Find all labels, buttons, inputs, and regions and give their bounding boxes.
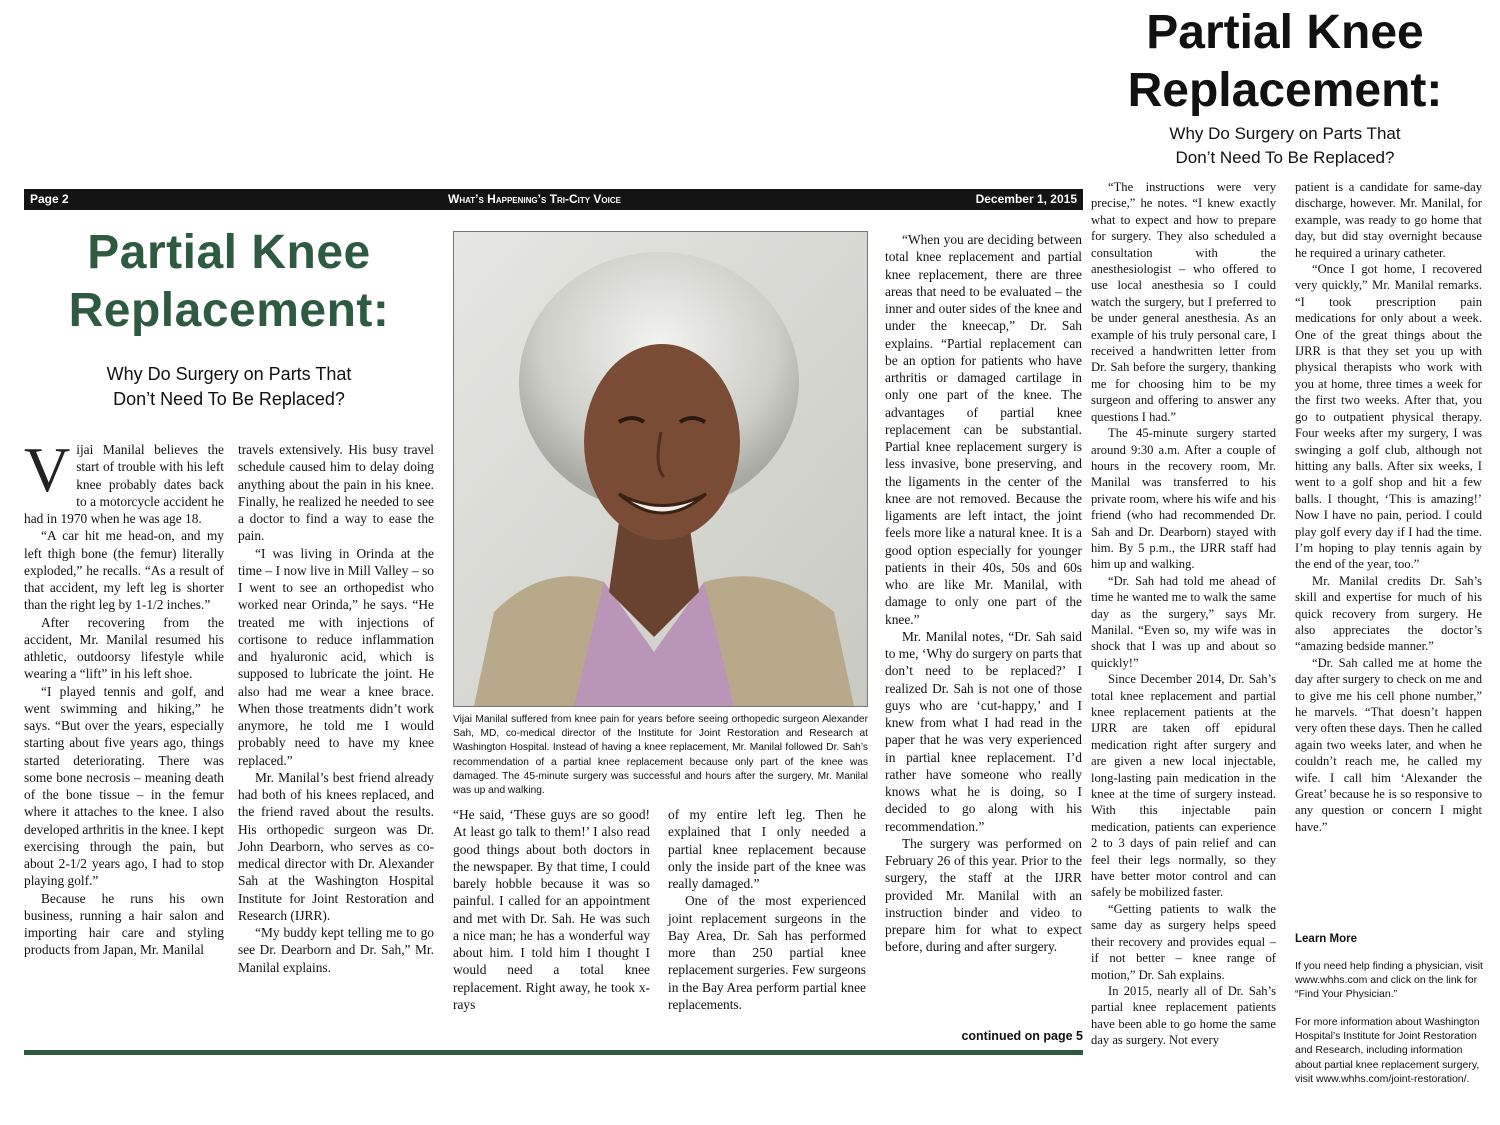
- article-column-2: [238, 441, 434, 976]
- headline: [24, 224, 434, 340]
- article-paragraph: Mr. Manilal’s best friend already had both of his knees replaced, and the friend raved about the results. His orthopedic surgeon was Dr. John Dearborn, who serves as co-medical director with Dr. Alexander Sah at the Washington Hospital Institute for Joint Restoration and Research (IJRR).: [238, 769, 434, 923]
- subhead-line2: Don’t Need To Be Replaced?: [113, 389, 345, 409]
- article-paragraph: Mr. Manilal credits Dr. Sah’s skill and expertise for much of his quick recovery from surgery. He also appreciates the doctor’s “amazing bedside manner.”: [1295, 573, 1482, 654]
- article-paragraph: The 45-minute surgery started around 9:30 a.m. After a couple of hours in the recovery room, Mr. Manilal was transferred to his private room, where his wife and his friend (who had recommended Dr. Sah and Dr. Dearborn) stayed with him. By 5 p.m., the IJRR staff had him up and walking.: [1091, 426, 1276, 572]
- article-column-7: [1295, 179, 1482, 835]
- learn-more-box: [1295, 933, 1485, 1086]
- article-paragraph: Because he runs his own business, running a hair salon and importing hair care and styling products from Japan, Mr. Manilal: [24, 890, 224, 958]
- article-paragraph: “The instructions were very precise,” he notes. “I knew exactly what to expect and how to prepare for surgery. They also scheduled a consultation with the anesthesiologist – who offered to use local anesthesia so I could watch the surgery, but I preferred to be under general anesthesia. As an example of his truly personal care, I received a handwritten letter from Dr. Sah before the surgery, thanking me for choosing him to be my surgeon and offering to answer any questions I had.”: [1091, 180, 1276, 424]
- learn-more-physician-text: If you need help finding a physician, visit www.whhs.com and click on the link for “Find Your Physician.”: [1295, 960, 1483, 1001]
- headline-line1: Partial Knee: [87, 226, 371, 279]
- subhead-right: [1100, 122, 1470, 170]
- portrait-illustration: [454, 232, 867, 706]
- article-paragraph: “Dr. Sah called me at home the day after surgery to check on me and to give me his cell phone number,” he marvels. “That doesn’t happen very often these days. Then he called again two weeks later, and when he couldn’t reach me, he called my wife. I call him ‘Alexander the Great’ because he is so responsive to any question or concern I might have.”: [1295, 655, 1482, 834]
- article-column-6: [1091, 179, 1276, 1049]
- article-paragraph: After recovering from the accident, Mr. Manilal resumed his athletic, outdoorsy lifestyle while wearing a “lift” in his left shoe.: [24, 614, 224, 682]
- page-number: Page 2: [30, 192, 69, 206]
- subhead-line1: Why Do Surgery on Parts That: [106, 364, 352, 384]
- subhead-right-line1: Why Do Surgery on Parts That: [1169, 124, 1401, 143]
- issue-date: December 1, 2015: [975, 192, 1077, 206]
- article-paragraph: “A car hit me head-on, and my left thigh bone (the femur) literally exploded,” he recalls. “As a result of that accident, my left leg is shorter than the right leg by 1-1/2 inches.”: [24, 528, 224, 613]
- headline-right-line2: Replacement:: [1127, 64, 1443, 117]
- headline-right-line1: Partial Knee: [1146, 6, 1424, 59]
- article-paragraph: “When you are deciding between total knee replacement and partial knee replacement, there are three areas that need to be evaluated – the inner and outer sides of the knee and under the kneecap,” Dr. Sah explains. “Partial replacement can be an option for patients who have arthritis or damaged cartilage in only one part of the knee. The advantages of partial knee replacement can be substantial. Partial knee replacement surgery is less invasive, bone preserving, and the ligaments in the center of the knee are not removed. Because the ligaments are left intact, the joint feels more like a natural knee. It is a good option especially for younger patients in their 40s, 50s and 60s who are like Mr. Manilal, with damage to only one part of the knee.”: [885, 232, 1082, 627]
- article-paragraph: “I was living in Orinda at the time – I now live in Mill Valley – so I went to see an orthopedist who worked near Orinda,” he says. “He treated me with injections of cortisone to reduce inflammation and hyaluronic acid, which is supposed to lubricate the joint. He also had me wear a knee brace. When those treatments didn’t work anymore, he told me I would probably need to have my knee replaced.”: [238, 545, 434, 768]
- article-column-4: [668, 806, 866, 1013]
- article-paragraph: Mr. Manilal notes, “Dr. Sah said to me, ‘Why do surgery on parts that don’t need to be replaced?’ I realized Dr. Sah is not one of those guys who are ‘cut-happy,’ and I knew from what I had read in the paper that he was very experienced in partial knee replacement. I’d rather have someone who really knows what he is doing, so I decided to go along with his recommendation.”: [885, 628, 1082, 834]
- article-paragraph: of my entire left leg. Then he explained that I only needed a partial knee replacement because only the inside part of the knee was really damaged.”: [668, 807, 866, 891]
- article-column-1: [24, 434, 224, 959]
- portrait-photo: [453, 231, 868, 707]
- continued-link[interactable]: continued on page 5: [961, 1029, 1083, 1043]
- photo-caption: Vijai Manilal suffered from knee pain for years before seeing orthopedic surgeon Alexander Sah, MD, co-medical director of the Institute for Joint Restoration and Research at Washington Hospital. Instead of having a knee replacement, Mr. Manilal followed Dr. Sah’s recommendation of a partial knee replacement because only part of the knee was damaged. The 45-minute surgery was successful and hours after the surgery, Mr. Manilal was up and walking.: [453, 714, 868, 797]
- article-paragraph: One of the most experienced joint replacement surgeons in the Bay Area, Dr. Sah has performed more than 250 partial knee replacement surgeries. Few surgeons in the Bay Area perform partial knee replacements.: [668, 893, 866, 1012]
- article-paragraph: “I played tennis and golf, and went swimming and hiking,” he says. “But over the years, especially starting about five years ago, things started deteriorating. There was some bone necrosis – meaning death of the bone tissue – in the femur where it attaches to the knee. I also developed arthritis in the knee. I kept exercising through the pain, but about 2-1/2 years ago, I had to stop playing golf.”: [24, 683, 224, 889]
- subhead-right-line2: Don’t Need To Be Replaced?: [1175, 148, 1395, 167]
- headline-right: [1100, 4, 1470, 120]
- article-column-5: [885, 231, 1082, 956]
- page-header-bar: [24, 189, 1083, 210]
- publication-name: What’s Happening’s Tri-City Voice: [448, 192, 621, 206]
- article-column-3: [453, 806, 650, 1013]
- subhead: [24, 362, 434, 412]
- article-paragraph: The surgery was performed on February 26 of this year. Prior to the surgery, the staff at the IJRR provided Mr. Manilal with an instruction binder and video to prepare him for what to expect before, during and after surgery.: [885, 835, 1082, 955]
- article-paragraph: Vijai Manilal believes the start of trouble with his left knee probably dates back to a motorcycle accident he had in 1970 when he was age 18.: [24, 434, 224, 526]
- article-paragraph: In 2015, nearly all of Dr. Sah’s partial knee replacement patients have been able to go home the same day as surgery. Not every: [1091, 983, 1276, 1048]
- article-paragraph: “Once I got home, I recovered very quickly,” Mr. Manilal remarks. “I took prescription pain medications for only about a week. One of the great things about the IJRR is that they set you up with physical therapists who work with you at home, three times a week for the first two weeks. After that, you go to outpatient physical therapy. Four weeks after my surgery, I was swinging a golf club, although not hitting any balls. After six weeks, I went to a golf shop and hit a few balls. I thought, ‘This is amazing!’ Now I have no pain, period. I could play golf every day if I had the time. I’m hoping to play tennis again by the end of the year, too.”: [1295, 262, 1482, 572]
- article-paragraph: “He said, ‘These guys are so good! At least go talk to them!’ I also read good things about both doctors in the newspaper. By that time, I could barely hobble because it was so painful. I called for an appointment and met with Dr. Sah. He was such a nice man; he has a wonderful way about him. I told him I thought I would need a total knee replacement. Right away, he took x-rays: [453, 807, 650, 1012]
- learn-more-title: Learn More: [1295, 933, 1357, 945]
- drop-cap: V: [24, 434, 71, 505]
- learn-more-ijrr-text: For more information about Washington Hospital’s Institute for Joint Restoration and Research, including information about partial knee replacement surgery, visit www.whhs.com/joint-restoration/.: [1295, 1016, 1480, 1085]
- article-paragraph: travels extensively. His busy travel schedule caused him to delay doing anything about the pain in his knee. Finally, he realized he needed to see a doctor to find a way to ease the pain.: [238, 442, 434, 544]
- article-paragraph: “Getting patients to walk the same day as surgery helps speed their recovery and provides equal – if not better – knee range of motion,” Dr. Sah explains.: [1091, 901, 1276, 982]
- article-paragraph: “My buddy kept telling me to go see Dr. Dearborn and Dr. Sah,” Mr. Manilal explains.: [238, 925, 434, 975]
- article-paragraph: Since December 2014, Dr. Sah’s total knee replacement and partial knee replacement patients at the IJRR are taken off epidural medication right after surgery and are given a new local injectable, long-lasting pain medication in the knee at the time of surgery instead. With this injectable pain medication, patients can experience 2 to 3 days of pain relief and can feel their legs normally, so they have better motor control and can safely be mobilized faster.: [1091, 672, 1276, 900]
- article-paragraph: “Dr. Sah had told me ahead of time he wanted me to walk the same day as the surgery,” says Mr. Manilal. “Even so, my wife was in shock that I was up and about so quickly!”: [1091, 573, 1276, 670]
- article-paragraph: patient is a candidate for same-day discharge, however. Mr. Manilal, for example, was ready to go home that day, but did stay overnight because he required a urinary catheter.: [1295, 180, 1482, 260]
- footer-divider: [24, 1050, 1083, 1055]
- headline-line2: Replacement:: [68, 284, 390, 337]
